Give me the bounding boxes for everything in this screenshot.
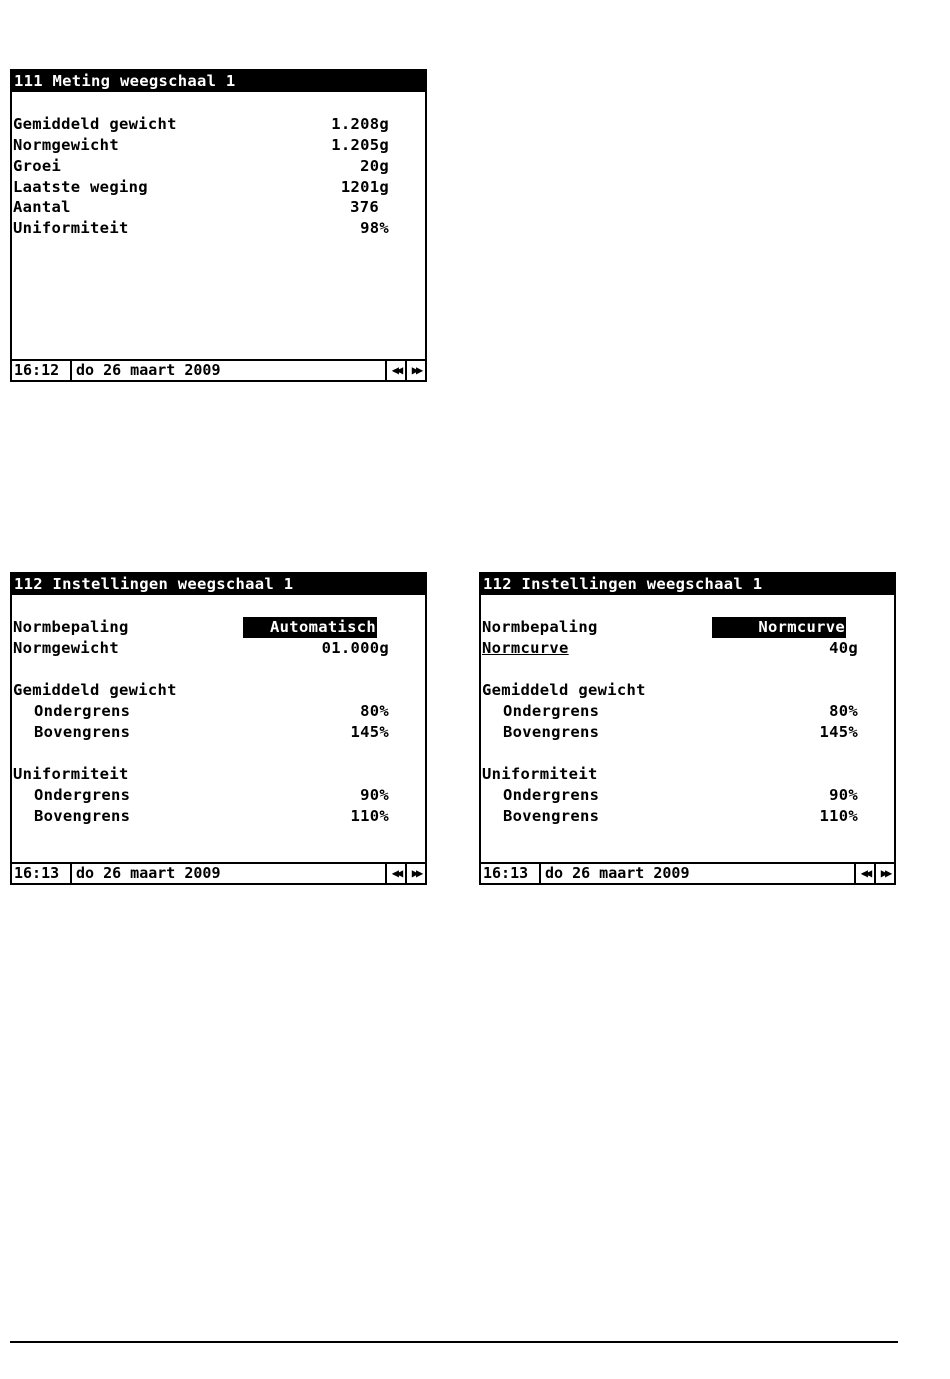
section-gemiddeld-gewicht — [481, 680, 894, 701]
uniformiteit-ondergrens-field[interactable]: 90% — [360, 786, 389, 804]
row-label: Ondergrens — [503, 702, 600, 720]
row-label: Laatste weging — [13, 178, 148, 196]
status-date: do 26 maart 2009 — [76, 864, 221, 882]
row-gemiddeld-bovengrens[interactable] — [12, 722, 425, 743]
section-label: Uniformiteit — [13, 765, 129, 783]
row-uniformiteit-ondergrens[interactable] — [481, 785, 894, 806]
uniformiteit-bovengrens-field[interactable]: 110% — [819, 807, 858, 825]
status-time: 16:13 — [482, 864, 541, 883]
section-uniformiteit — [481, 764, 894, 785]
row-value: 1201g — [340, 178, 389, 196]
uniformiteit-bovengrens-field[interactable]: 110% — [350, 807, 389, 825]
row-uniformiteit-ondergrens[interactable] — [12, 785, 425, 806]
row-uniformiteit-bovengrens[interactable] — [481, 806, 894, 827]
screen-title: 112 Instellingen weegschaal 1 — [481, 574, 894, 595]
row-normbepaling[interactable] — [12, 617, 425, 638]
row-uniformiteit-bovengrens[interactable] — [12, 806, 425, 827]
row-label: Uniformiteit — [13, 219, 129, 237]
row-gemiddeld-ondergrens[interactable] — [12, 701, 425, 722]
fast-forward-icon[interactable]: ▶▶ — [405, 864, 425, 883]
section-gemiddeld-gewicht — [12, 680, 425, 701]
screen-111-meting — [10, 69, 427, 382]
status-time: 16:12 — [13, 361, 72, 380]
section-label: Gemiddeld gewicht — [482, 681, 646, 699]
normgewicht-field[interactable]: 01.000g — [321, 639, 389, 657]
normbepaling-select[interactable]: Normcurve — [712, 617, 846, 638]
row-label: Groei — [13, 157, 62, 175]
status-date: do 26 maart 2009 — [545, 864, 690, 882]
rewind-icon[interactable]: ◀◀ — [854, 864, 874, 883]
row-value: 20g — [360, 157, 389, 175]
row-label: Aantal — [13, 198, 71, 216]
row-label: Normbepaling — [13, 618, 129, 636]
rewind-icon[interactable]: ◀◀ — [385, 361, 405, 380]
gemiddeld-bovengrens-field[interactable]: 145% — [819, 723, 858, 741]
row-gemiddeld-ondergrens[interactable] — [481, 701, 894, 722]
row-label: Normgewicht — [13, 136, 119, 154]
row-gemiddeld-bovengrens[interactable] — [481, 722, 894, 743]
gemiddeld-bovengrens-field[interactable]: 145% — [350, 723, 389, 741]
row-normcurve[interactable] — [481, 638, 894, 659]
row-aantal — [12, 197, 425, 218]
row-label: Ondergrens — [34, 702, 131, 720]
normcurve-link[interactable]: Normcurve — [482, 639, 569, 657]
row-normbepaling[interactable] — [481, 617, 894, 638]
screen-112-instellingen-normcurve — [479, 572, 896, 885]
section-uniformiteit — [12, 764, 425, 785]
row-label: Gemiddeld gewicht — [13, 115, 177, 133]
normbepaling-select[interactable]: Automatisch — [243, 617, 377, 638]
screen-title: 112 Instellingen weegschaal 1 — [12, 574, 425, 595]
row-label: Ondergrens — [34, 786, 131, 804]
gemiddeld-ondergrens-field[interactable]: 80% — [360, 702, 389, 720]
row-value: 98% — [360, 219, 389, 237]
fast-forward-icon[interactable]: ▶▶ — [405, 361, 425, 380]
row-value: 376 — [350, 198, 379, 216]
row-value: 1.208g — [331, 115, 389, 133]
row-uniformiteit — [12, 218, 425, 239]
row-label: Normgewicht — [13, 639, 119, 657]
row-label: Normbepaling — [482, 618, 598, 636]
row-groei — [12, 156, 425, 177]
status-date: do 26 maart 2009 — [76, 361, 221, 379]
status-bar — [481, 862, 894, 883]
gemiddeld-ondergrens-field[interactable]: 80% — [829, 702, 858, 720]
uniformiteit-ondergrens-field[interactable]: 90% — [829, 786, 858, 804]
screen-title: 111 Meting weegschaal 1 — [12, 71, 425, 92]
row-label: Bovengrens — [503, 723, 600, 741]
section-label: Gemiddeld gewicht — [13, 681, 177, 699]
rewind-icon[interactable]: ◀◀ — [385, 864, 405, 883]
row-label: Bovengrens — [34, 723, 131, 741]
status-time: 16:13 — [13, 864, 72, 883]
row-normgewicht — [12, 135, 425, 156]
status-bar — [12, 862, 425, 883]
row-laatste-weging — [12, 177, 425, 198]
page-divider — [10, 1341, 898, 1343]
fast-forward-icon[interactable]: ▶▶ — [874, 864, 894, 883]
row-label: Bovengrens — [34, 807, 131, 825]
row-label: Ondergrens — [503, 786, 600, 804]
normcurve-value: 40g — [829, 639, 858, 657]
row-label: Bovengrens — [503, 807, 600, 825]
row-normgewicht[interactable] — [12, 638, 425, 659]
status-bar — [12, 359, 425, 380]
section-label: Uniformiteit — [482, 765, 598, 783]
row-value: 1.205g — [331, 136, 389, 154]
row-gemiddeld-gewicht — [12, 114, 425, 135]
screen-112-instellingen-automatisch — [10, 572, 427, 885]
